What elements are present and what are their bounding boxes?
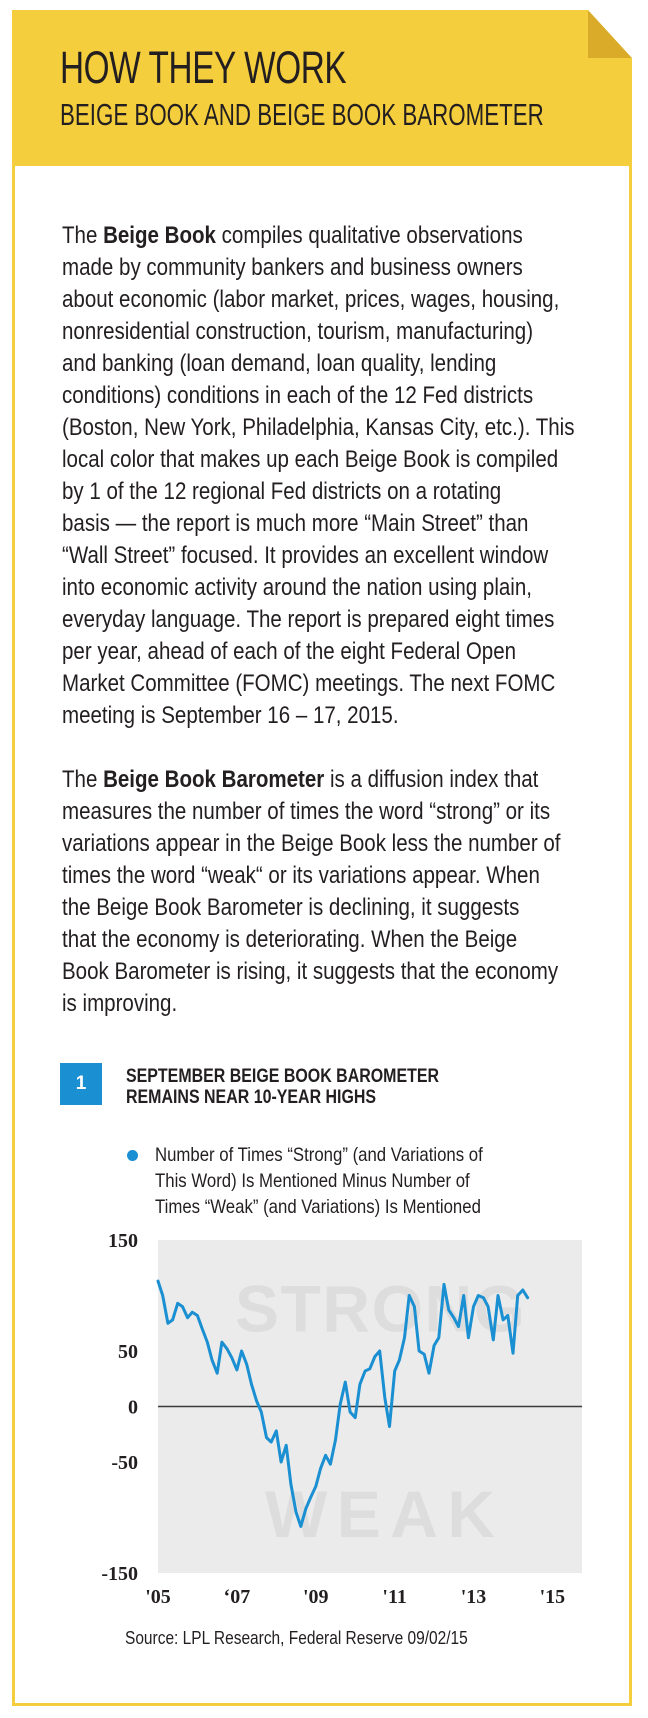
paragraph-line: made by community bankers and business owners: [62, 254, 523, 281]
paragraph-line: “Wall Street” focused. It provides an excellent window: [62, 542, 549, 569]
paragraph-line: per year, ahead of each of the eight Federal Open: [62, 638, 517, 665]
figure-title-line: SEPTEMBER BEIGE BOOK BAROMETER: [126, 1066, 440, 1087]
text-run: compiles qualitative observations: [215, 222, 523, 249]
paragraph-line: into economic activity around the nation using plain,: [62, 574, 532, 601]
paragraph-line: Market Committee (FOMC) meetings. The next FOMC: [62, 670, 556, 697]
paragraph-line: by 1 of the 12 regional Fed districts on a rotating: [62, 478, 502, 505]
x-tick-label: '05: [145, 1586, 171, 1608]
text-run: is a diffusion index that: [324, 766, 539, 793]
paragraph-line: that the economy is deteriorating. When the Beige: [62, 926, 518, 953]
term-beige-book-barometer: Beige Book Barometer: [103, 766, 325, 793]
figure-title-line: REMAINS NEAR 10-YEAR HIGHS: [126, 1087, 377, 1108]
x-tick-label: '09: [302, 1586, 329, 1608]
x-tick-label: ‘07: [223, 1586, 251, 1608]
figure-number-badge: 1: [60, 1063, 102, 1105]
paragraph-line: about economic (labor market, prices, wages, housing,: [62, 286, 560, 313]
paragraph-line: Book Barometer is rising, it suggests that the economy: [62, 958, 559, 985]
paragraph-line: measures the number of times the word “strong” or its: [62, 798, 551, 825]
y-tick-label: -150: [101, 1563, 138, 1585]
term-beige-book: Beige Book: [103, 222, 216, 249]
x-tick-label: '15: [539, 1586, 566, 1608]
paragraph-line: times the word “weak“ or its variations appear. When: [62, 862, 540, 889]
page-subtitle: BEIGE BOOK AND BEIGE BOOK BAROMETER: [60, 97, 544, 132]
paragraph-line: local color that makes up each Beige Book is compiled: [62, 446, 559, 473]
x-tick-label: '13: [460, 1586, 487, 1608]
paragraph-line: and banking (loan demand, loan quality, lending: [62, 350, 497, 377]
paragraph-line: the Beige Book Barometer is declining, it suggests: [62, 894, 520, 921]
y-tick-label: 50: [118, 1341, 138, 1363]
text-run: The: [62, 222, 104, 249]
y-tick-label: 150: [108, 1230, 138, 1252]
paragraph-line: nonresidential construction, tourism, manufacturing): [62, 318, 534, 345]
legend-line: Times “Weak” (and Variations) Is Mentioned: [155, 1196, 481, 1218]
y-tick-label: -50: [111, 1452, 138, 1474]
source-note: Source: LPL Research, Federal Reserve 09/02/15: [125, 1628, 468, 1648]
paragraph-line: meeting is September 16 – 17, 2015.: [62, 702, 399, 729]
paragraph-line: (Boston, New York, Philadelphia, Kansas City, etc.). This: [62, 414, 575, 441]
watermark-weak: WEAK: [265, 1476, 495, 1551]
paragraph-line: everyday language. The report is prepared eight times: [62, 606, 555, 633]
y-tick-label: 0: [128, 1396, 138, 1419]
paragraph-line: conditions) conditions in each of the 12 Fed districts: [62, 382, 534, 409]
paragraph-line: variations appear in the Beige Book less the number of: [62, 830, 561, 857]
page-title: HOW THEY WORK: [60, 42, 347, 93]
text-run: The: [62, 766, 104, 793]
watermark-strong: STRONG: [235, 1271, 525, 1346]
paragraph-line: basis — the report is much more “Main Street” than: [62, 510, 529, 537]
x-tick-label: '11: [382, 1586, 407, 1608]
paragraph-line: is improving.: [62, 990, 178, 1017]
legend-line: This Word) Is Mentioned Minus Number of: [155, 1170, 470, 1192]
legend-line: Number of Times “Strong” (and Variations of: [155, 1144, 483, 1166]
